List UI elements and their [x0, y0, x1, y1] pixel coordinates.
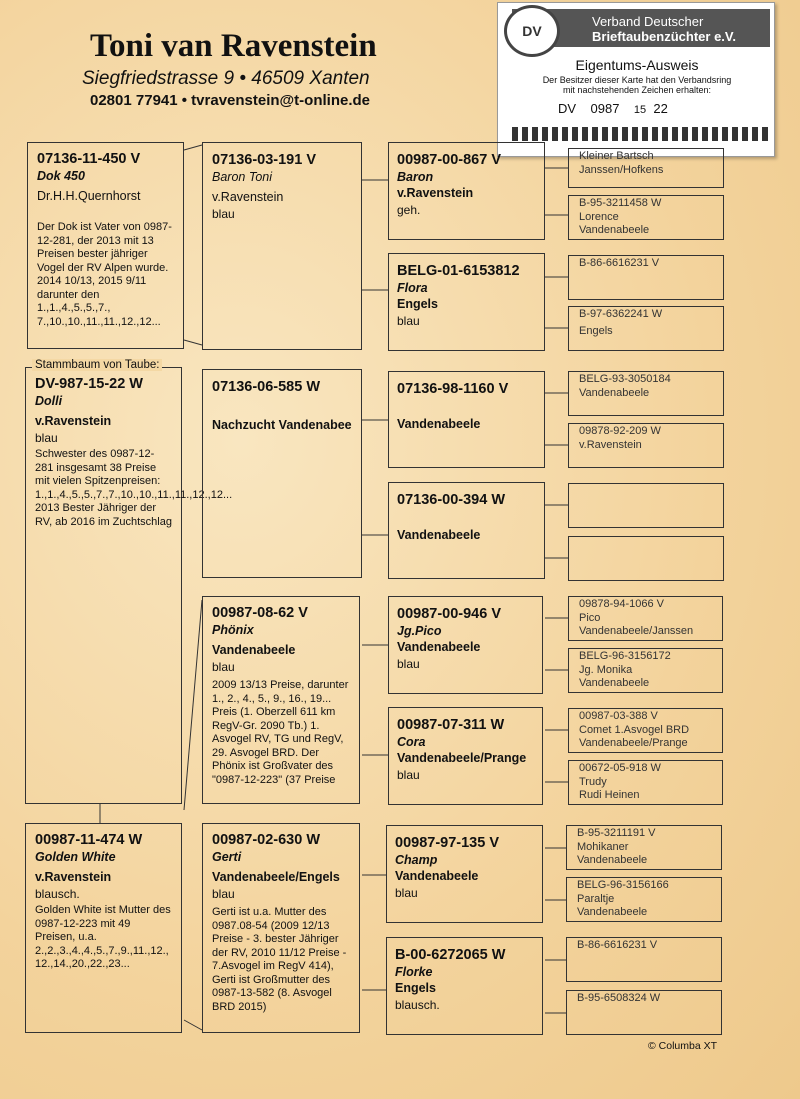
ancestor-box [568, 648, 723, 693]
ancestor-line-3: Vandenabeele/Janssen [579, 625, 694, 637]
great-grandparent-breeder: Engels [397, 297, 438, 311]
ancestor-line-3: Vandenabeele [579, 677, 650, 689]
ancestor-line-2: Engels [579, 324, 613, 337]
mother-color: blausch. [35, 887, 80, 901]
ancestor-line-3: Vandenabeele/Prange [579, 737, 688, 749]
great-grandparent-name: Baron [397, 170, 434, 184]
subject-name: Dolli [35, 394, 63, 408]
ancestor-line-1: B-95-6508324 W [577, 992, 661, 1004]
grandparent-breeder: Vandenabeele/Engels [212, 870, 340, 884]
ancestor-line-2: v.Ravenstein [579, 438, 642, 451]
breeder-name: Toni van Ravenstein [90, 28, 377, 64]
ancestor-line-1: Kleiner Bartsch [579, 150, 654, 162]
ancestor-box [568, 148, 724, 188]
great-grandparent-ring: 07136-98-1160 V [397, 381, 509, 397]
card-ring-num: 22 [653, 101, 668, 116]
great-grandparent-color: blausch. [395, 998, 440, 1012]
great-grandparent-ring: 00987-97-135 V [395, 835, 499, 851]
ancestor-box [568, 423, 724, 468]
ancestor-line-1: B-86-6616231 V [579, 257, 660, 269]
card-text-1: Der Besitzer dieser Karte hat den Verbandsring [542, 75, 732, 85]
ancestor-box [568, 371, 724, 416]
great-grandparent-color: blau [397, 657, 420, 671]
great-grandparent-ring: BELG-01-6153812 [397, 263, 520, 279]
great-grandparent-name: Cora [397, 735, 426, 749]
ancestor-line-1: 00672-05-918 W [579, 762, 661, 774]
grandparent-breeder: Vandenabeele [212, 643, 296, 657]
great-grandparent-ring: B-00-6272065 W [395, 947, 506, 963]
ancestor-line-1: BELG-96-3156172 [579, 650, 671, 662]
ownership-card [497, 2, 775, 157]
grandparent-color: blau [212, 887, 235, 901]
grandparent-ring: 07136-06-585 W [212, 379, 321, 395]
grandparent-name: Phönix [212, 623, 254, 637]
copyright-text: © Columba XT [648, 1040, 718, 1052]
grandparent-color: blau [212, 207, 235, 221]
card-text-2: mit nachstehenden Zeichen erhalten: [562, 85, 712, 95]
ancestor-box [568, 536, 724, 581]
father-name: Dok 450 [37, 169, 85, 183]
ancestor-box [568, 483, 724, 528]
ancestor-line-2: Janssen/Hofkens [579, 163, 664, 176]
ancestor-line-1: B-95-3211458 W [579, 197, 662, 209]
ancestor-box [568, 306, 724, 351]
ancestor-line-1: B-86-6616231 V [577, 939, 658, 951]
grandparent-box [202, 369, 362, 578]
great-grandparent-box [386, 825, 543, 923]
great-grandparent-color: geh. [397, 203, 421, 217]
ancestor-line-3: Vandenabeele [577, 854, 648, 866]
ancestor-box [568, 255, 724, 300]
ancestor-line-3: Vandenabeele [579, 224, 650, 236]
grandparent-description: 2009 13/13 Preise, darunter 1., 2., 4., 5., 9., 16., 19... Preis (1. Oberzell 611 km RegV-Gr. 2090 Tb.) 1. Asvogel RV, TG und RegV, 29. Asvogel BRD. Der Phönix ist Großvater des "0987-12-223" (37 Preise [212, 679, 349, 786]
pedigree-label: Stammbaum von Taube: [32, 359, 162, 371]
subject-color: blau [35, 431, 58, 445]
ancestor-line-1: BELG-93-3050184 [579, 373, 671, 385]
mother-box [25, 823, 182, 1033]
grandparent-box [202, 596, 360, 804]
ancestor-box [566, 990, 722, 1035]
great-grandparent-breeder: Vandenabeele [397, 528, 481, 542]
grandparent-box [202, 142, 362, 350]
card-ring-club: 0987 [590, 101, 620, 116]
grandparent-breeder: Nachzucht Vandenabee [212, 418, 352, 432]
ancestor-line-1: 09878-94-1066 V [579, 598, 665, 610]
ancestor-line-2: Paraltje [577, 892, 615, 905]
great-grandparent-breeder: Vandenabeele/Prange [397, 751, 527, 765]
great-grandparent-box [388, 482, 545, 579]
grandparent-box [202, 823, 360, 1033]
grandparent-color: blau [212, 660, 235, 674]
great-grandparent-color: blau [395, 886, 418, 900]
grandparent-ring: 07136-03-191 V [212, 152, 316, 168]
subject-breeder: v.Ravenstein [35, 414, 112, 428]
ancestor-line-2: Comet 1.Asvogel BRD [579, 723, 690, 736]
great-grandparent-box [388, 142, 545, 240]
great-grandparent-breeder: Vandenabeele [395, 869, 479, 883]
great-grandparent-box [388, 596, 543, 694]
mother-name: Golden White [35, 850, 116, 864]
ancestor-box [566, 937, 722, 982]
great-grandparent-breeder: Engels [395, 981, 436, 995]
great-grandparent-color: blau [397, 768, 420, 782]
great-grandparent-box [388, 707, 543, 805]
ancestor-line-2: Lorence [579, 210, 619, 223]
ancestor-box [568, 195, 724, 240]
ancestor-line-2: Jg. Monika [579, 663, 633, 676]
mother-breeder: v.Ravenstein [35, 870, 112, 884]
great-grandparent-breeder: v.Ravenstein [397, 186, 474, 200]
ancestor-line-1: B-97-6362241 W [579, 308, 663, 320]
great-grandparent-ring: 00987-07-311 W [397, 717, 505, 733]
ancestor-line-3: Vandenabeele [577, 906, 648, 918]
subject-ring: DV-987-15-22 W [35, 376, 143, 392]
ancestor-box [568, 596, 723, 641]
card-decorative-band [512, 127, 770, 141]
great-grandparent-name: Florke [395, 965, 433, 979]
ancestor-line-2: Mohikaner [577, 840, 629, 853]
grandparent-ring: 00987-02-630 W [212, 832, 321, 848]
ancestor-box [568, 708, 723, 753]
ancestor-line-1: BELG-96-3156166 [577, 879, 669, 891]
ancestor-line-2: Vandenabeele [579, 386, 650, 399]
grandparent-breeder: v.Ravenstein [212, 190, 284, 204]
mother-description: Golden White ist Mutter des 0987-12-223 mit 49 Preisen, u.a. 2.,2.,3.,4.,4.,5.,7.,9.,11.,12., 12.,14.,20.,22.,23... [35, 904, 171, 970]
great-grandparent-box [388, 253, 545, 351]
breeder-address: Siegfriedstrasse 9 • 46509 Xanten [82, 68, 370, 89]
ancestor-line-2: Trudy [579, 775, 607, 788]
great-grandparent-name: Jg.Pico [397, 624, 442, 638]
great-grandparent-color: blau [397, 314, 420, 328]
father-box [27, 142, 184, 349]
great-grandparent-ring: 07136-00-394 W [397, 492, 506, 508]
father-breeder: Dr.H.H.Quernhorst [37, 189, 141, 203]
breeder-contact: 02801 77941 • tvravenstein@t-online.de [90, 92, 371, 109]
card-org-line2: Brieftaubenzüchter e.V. [592, 29, 737, 44]
mother-ring: 00987-11-474 W [35, 832, 143, 848]
subject-description: Schwester des 0987-12-281 insgesamt 38 Preise mit vielen Spitzenpreisen: 1.,1.,4.,5.,5.,7.,7.,10.,10.,11.,11.,12.,12... 2013 Bester Jähriger der RV, ab 2016 im Zuchtschlag [35, 448, 233, 528]
ancestor-line-1: B-95-3211191 V [577, 827, 656, 839]
ancestor-box [566, 825, 722, 870]
ancestor-line-2: Pico [579, 611, 601, 624]
ancestor-box [568, 760, 723, 805]
ancestor-line-1: 09878-92-209 W [579, 425, 661, 437]
grandparent-ring: 00987-08-62 V [212, 605, 308, 621]
ancestor-line-3: Rudi Heinen [579, 789, 640, 801]
father-description: Der Dok ist Vater von 0987-12-281, der 2013 mit 13 Preisen bester jähriger Vogel der RV Alpen wurde. 2014 10/13, 2015 9/11 darunter den 1.,1.,4.,5.,5.,7., 7.,10.,10.,11.,11.,12.,12... [37, 221, 172, 328]
great-grandparent-box [386, 937, 543, 1035]
great-grandparent-ring: 00987-00-867 V [397, 152, 501, 168]
ancestor-line-1: 00987-03-388 V [579, 710, 658, 722]
grandparent-name: Gerti [212, 850, 242, 864]
card-title: Eigentums-Ausweis [575, 57, 699, 73]
card-ring-number [558, 101, 668, 116]
great-grandparent-breeder: Vandenabeele [397, 640, 481, 654]
great-grandparent-ring: 00987-00-946 V [397, 606, 501, 622]
card-org-line1: Verband Deutscher [592, 14, 704, 29]
great-grandparent-name: Flora [397, 281, 428, 295]
grandparent-name: Baron Toni [212, 170, 272, 184]
card-ring-year: 15 [633, 104, 647, 116]
card-ring-dv: DV [558, 101, 577, 116]
great-grandparent-box [388, 371, 545, 468]
dv-logo-icon: DV [504, 5, 560, 57]
great-grandparent-breeder: Vandenabeele [397, 417, 481, 431]
grandparent-description: Gerti ist u.a. Mutter des 0987.08-54 (2009 12/13 Preise - 3. bester Jähriger der RV, 2010 11/12 Preise - 7.Asvogel im RegV 414), Gerti ist Großmutter des 0987-13-582 (8. Asvogel BRD 2015) [212, 906, 347, 1013]
great-grandparent-name: Champ [395, 853, 438, 867]
ancestor-box [566, 877, 722, 922]
father-ring: 07136-11-450 V [37, 151, 141, 167]
